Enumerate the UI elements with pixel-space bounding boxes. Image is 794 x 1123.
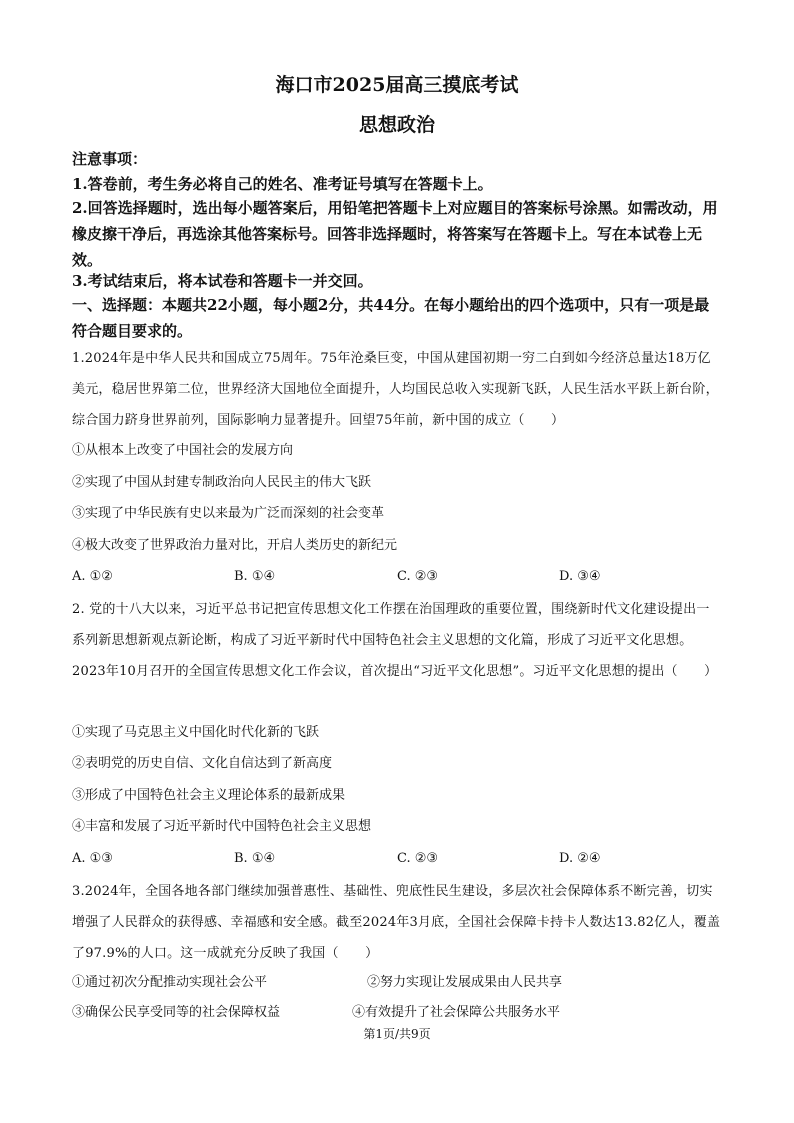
- question-1-option-b: B. ①④: [234, 569, 276, 584]
- question-1-option-d: D. ③④: [559, 569, 601, 584]
- question-3-statement-4: ④有效提升了社会保障公共服务水平: [352, 1005, 561, 1020]
- page-footer: 第1页/共9页: [363, 1027, 431, 1041]
- question-1-statement-2: ②实现了中国从封建专制政治向人民民主的伟大飞跃: [72, 475, 372, 490]
- question-3-stem: 3.2024年，全国各地各部门继续加强普惠性、基础性、兜底性民生建设，多层次社会保障体系不断完善，切实增强了人民群众的获得感、幸福感和安全感。截至2024年3月底，全国社会保障卡持卡人数达13.82亿人，覆盖了97.9%的人口。这一成就充分反映了我国（ ）: [72, 884, 721, 961]
- exam-subject: 思想政治: [358, 114, 435, 136]
- question-3-statement-1: ①通过初次分配推动实现社会公平: [72, 975, 268, 990]
- exam-title: 海口市2025届高三摸底考试: [275, 74, 519, 96]
- question-2-option-b: B. ①④: [234, 851, 276, 866]
- question-2-statement-1: ①实现了马克思主义中国化时代化新的飞跃: [72, 725, 320, 740]
- question-2-option-c: C. ②③: [397, 851, 439, 866]
- question-2-option-d: D. ②④: [559, 851, 601, 866]
- question-2-statement-4: ④丰富和发展了习近平新时代中国特色社会主义思想: [72, 819, 372, 834]
- question-1-option-a: A. ①②: [72, 569, 113, 584]
- section-heading: 一、选择题：本题共22小题，每小题2分，共44分。在每小题给出的四个选项中，只有一项是最符合题目要求的。: [72, 296, 710, 340]
- question-1-statement-1: ①从根本上改变了中国社会的发展方向: [72, 443, 294, 458]
- notice-heading: 注意事项：: [72, 150, 148, 168]
- question-1-statement-4: ④极大改变了世界政治力量对比，开启人类历史的新纪元: [72, 538, 398, 553]
- question-1-statement-3: ③实现了中华民族有史以来最为广泛而深刻的社会变革: [72, 506, 385, 521]
- question-2-stem: 2. 党的十八大以来，习近平总书记把宣传思想文化工作摆在治国理政的重要位置，围绕新时代文化建设提出一系列新思想新观点新论断，构成了习近平新时代中国特色社会主义思想的文化篇，形成了习近平文化思想。2023年10月召开的全国宣传思想文化工作会议，首次提出“习近平文化思想”。习近平文化思想的提出（ ）: [72, 602, 718, 679]
- question-1-stem: 1.2024年是中华人民共和国成立75周年。75年沧桑巨变，中国从建国初期一穷二白到如今经济总量达18万亿美元，稳居世界第二位，世界经济大国地位全面提升，人均国民总收入实现新飞跃，人民生活水平跃上新台阶，综合国力跻身世界前列，国际影响力显著提升。回望75年前，新中国的成立（ ）: [72, 351, 719, 428]
- notice-item-1: 1.答卷前，考生务必将自己的姓名、准考证号填写在答题卡上。: [72, 175, 493, 193]
- notice-item-3: 3.考试结束后，将本试卷和答题卡一并交回。: [72, 272, 373, 290]
- question-1-option-c: C. ②③: [397, 569, 439, 584]
- question-3-statement-2: ②努力实现让发展成果由人民共享: [367, 975, 563, 990]
- notice-item-2: 2.回答选择题时，选出每小题答案后，用铅笔把答题卡上对应题目的答案标号涂黑。如需改动，用橡皮擦干净后，再选涂其他答案标号。回答非选择题时，将答案写在答题卡上。写在本试卷上无效。: [72, 199, 718, 269]
- question-2-option-a: A. ①③: [72, 851, 113, 866]
- question-2-statement-3: ③形成了中国特色社会主义理论体系的最新成果: [72, 788, 346, 803]
- question-2-statement-2: ②表明党的历史自信、文化自信达到了新高度: [72, 756, 333, 771]
- question-3-statement-3: ③确保公民享受同等的社会保障权益: [72, 1005, 281, 1020]
